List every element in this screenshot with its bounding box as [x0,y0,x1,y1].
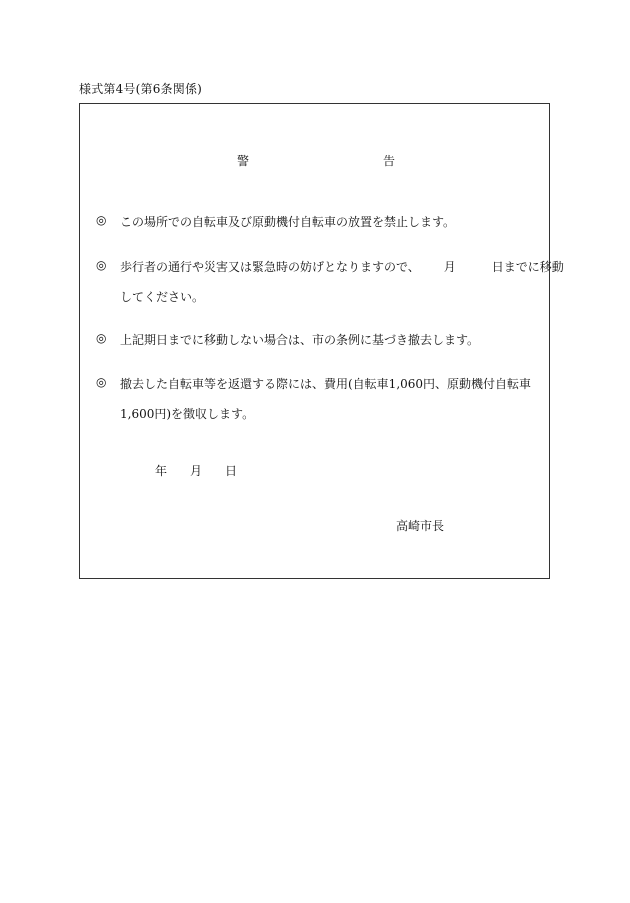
bullet-mark-4: ◎ [96,375,107,389]
issuer-name: 高崎市長 [396,519,445,533]
bullet-mark-2: ◎ [96,258,107,272]
notice-item-3-text: 上記期日までに移動しない場合は、市の条例に基づき撤去します。 [120,333,480,347]
notice-item-2-text-a: 歩行者の通行や災害又は緊急時の妨げとなりますので、 [120,260,420,274]
notice-item-1-text: この場所での自転車及び原動機付自転車の放置を禁止します。 [120,215,456,229]
notice-item-2-month: 月 [443,260,456,274]
notice-item-2-line-1 [120,258,564,275]
title-char-keikoku-1: 警 [237,154,250,168]
notice-item-4-line-2: 1,600円)を徴収します。 [120,407,255,421]
date-line [155,462,237,479]
bullet-mark-3: ◎ [96,331,107,345]
title-char-keikoku-2: 告 [383,154,396,168]
notice-item-2-line-2: してください。 [120,290,205,304]
date-year: 年 [155,464,168,478]
date-day: 日 [225,464,238,478]
notice-item-4-line-1: 撤去した自転車等を返還する際には、費用(自転車1,060円、原動機付自転車 [120,377,532,391]
bullet-mark-1: ◎ [96,213,107,227]
notice-item-2-text-b: 日までに移動 [491,260,564,274]
form-number-label: 様式第4号(第6条関係) [79,82,203,96]
date-month: 月 [190,464,203,478]
